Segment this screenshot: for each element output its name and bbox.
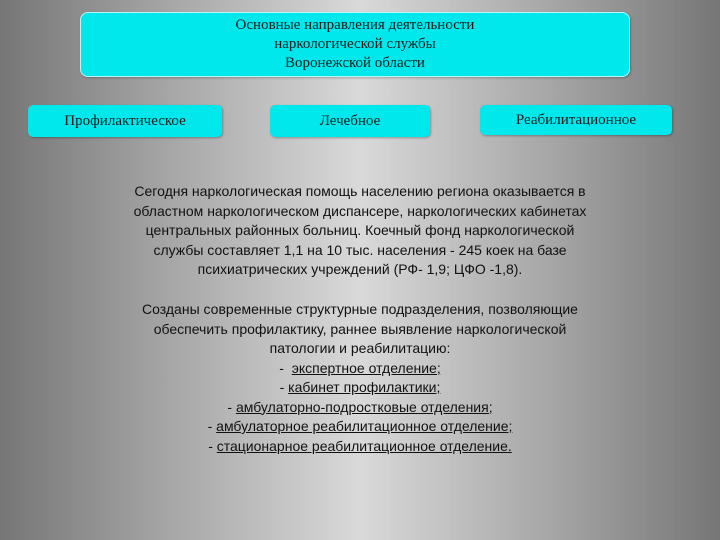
paragraph-structural-units xyxy=(80,300,640,456)
list-item xyxy=(80,417,640,437)
direction-box-prophylactic xyxy=(28,105,222,137)
list-item xyxy=(80,398,640,418)
paragraph-line: патологии и реабилитацию: xyxy=(269,340,451,356)
list-item xyxy=(80,378,640,398)
list-item-prefix: - xyxy=(279,379,289,395)
paragraph-line: службы составляет 1,1 на 10 тыс. населения - 245 коек на базе xyxy=(153,241,567,258)
paragraph-line: Сегодня наркологическая помощь населению региона оказывается в xyxy=(134,183,586,199)
list-item-text: стационарное реабилитационное отделение. xyxy=(216,437,512,454)
list-item xyxy=(80,359,640,379)
title-box xyxy=(80,12,630,77)
list-item-prefix: - xyxy=(208,437,217,454)
list-item-text: кабинет профилактики; xyxy=(288,379,441,395)
direction-box-treatment xyxy=(270,105,430,137)
direction-box-rehabilitation xyxy=(480,105,672,135)
direction-label: Профилактическое xyxy=(64,112,186,129)
paragraph-line: психиатрических учреждений (РФ- 1,9; ЦФО -1,8). xyxy=(197,261,523,277)
list-item xyxy=(80,437,640,457)
paragraph-care-overview xyxy=(80,182,640,280)
paragraph-line: областном наркологическом диспансере, наркологических кабинетах xyxy=(133,202,587,219)
paragraph-line: Созданы современные структурные подразделения, позволяющие xyxy=(142,301,578,317)
paragraph-line: центральных районных больниц. Коечный фонд наркологической xyxy=(145,222,575,238)
list-item-prefix: - xyxy=(279,359,292,376)
list-item-prefix: - xyxy=(207,418,217,434)
list-item-text: экспертное отделение; xyxy=(291,359,441,376)
title-line: Основные направления деятельности xyxy=(235,17,475,33)
list-item-prefix: - xyxy=(227,398,236,415)
paragraph-line: обеспечить профилактику, раннее выявление наркологической xyxy=(153,320,567,337)
list-item-text: амбулаторное реабилитационное отделение; xyxy=(216,418,513,434)
title-line: Воронежской области xyxy=(285,55,425,71)
title-line: наркологической службы xyxy=(274,36,436,52)
list-item-text: амбулаторно-подростковые отделения; xyxy=(235,398,493,415)
direction-label: Реабилитационное xyxy=(515,111,637,128)
direction-label: Лечебное xyxy=(319,112,381,129)
